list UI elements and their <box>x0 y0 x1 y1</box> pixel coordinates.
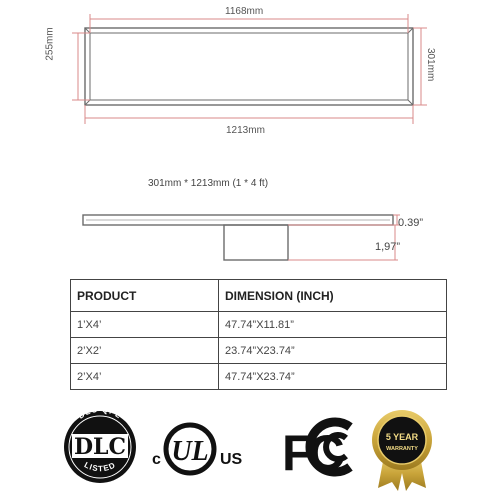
dimension-column-header: DIMENSION (INCH) <box>219 280 447 312</box>
dlc-main-text: DLC <box>73 434 127 460</box>
outer-height-text: 301mm <box>425 48 436 82</box>
fcc-logo <box>282 422 350 481</box>
warranty-word-text: WARRANTY <box>386 446 418 452</box>
table-row <box>71 338 447 364</box>
dlc-arc-bottom-text: LISTED <box>82 460 118 474</box>
panel-corner-line <box>408 100 413 105</box>
panel-corner-line <box>408 28 413 33</box>
thickness-guides <box>288 215 400 260</box>
dimension-inner-height <box>72 33 90 100</box>
ul-us-text: US <box>220 451 243 468</box>
dimension-cell: 47.74”X11.81” <box>219 312 447 338</box>
table-header-row <box>71 280 447 312</box>
dimension-cell: 47.74”X23.74” <box>219 364 447 390</box>
fcc-text: FC <box>282 425 341 481</box>
outer-width-label: 1213mm <box>226 125 265 136</box>
panel-size-label: 301mm * 1213mm (1 * 4 ft) <box>148 178 269 189</box>
inner-height-text: 255mm <box>44 27 56 61</box>
table-row <box>71 312 447 338</box>
panel-corner-line <box>85 28 90 33</box>
panel-thickness-label: 0.39” <box>398 217 424 229</box>
dlc-arc-top-text: DLC QPL <box>76 404 124 421</box>
dimension-table <box>70 279 447 390</box>
product-column-header: PRODUCT <box>71 280 219 312</box>
warranty-year-text: 5 YEAR <box>385 432 419 442</box>
inner-width-label: 1168mm <box>225 6 264 17</box>
dimension-outer-width <box>85 105 413 124</box>
product-cell: 2’X2’ <box>71 338 219 364</box>
culus-logo <box>152 425 243 473</box>
inner-height-label <box>44 27 56 82</box>
dlc-qpl-logo <box>64 405 136 483</box>
table-row <box>71 364 447 390</box>
panel-outer-frame <box>85 28 413 105</box>
driver-box <box>224 225 288 260</box>
product-cell: 1’X4’ <box>71 312 219 338</box>
outer-height-label <box>419 48 436 95</box>
certification-logos <box>0 392 500 492</box>
panel-side-view <box>0 200 500 270</box>
ul-main-text: UL <box>171 436 209 467</box>
warranty-badge <box>372 410 432 491</box>
ul-c-text: c <box>152 451 161 468</box>
product-cell: 2’X4’ <box>71 364 219 390</box>
panel-inner-frame <box>90 33 408 100</box>
dimension-cell: 23.74”X23.74” <box>219 338 447 364</box>
driver-height-label: 1,97” <box>375 241 401 253</box>
panel-corner-line <box>85 100 90 105</box>
